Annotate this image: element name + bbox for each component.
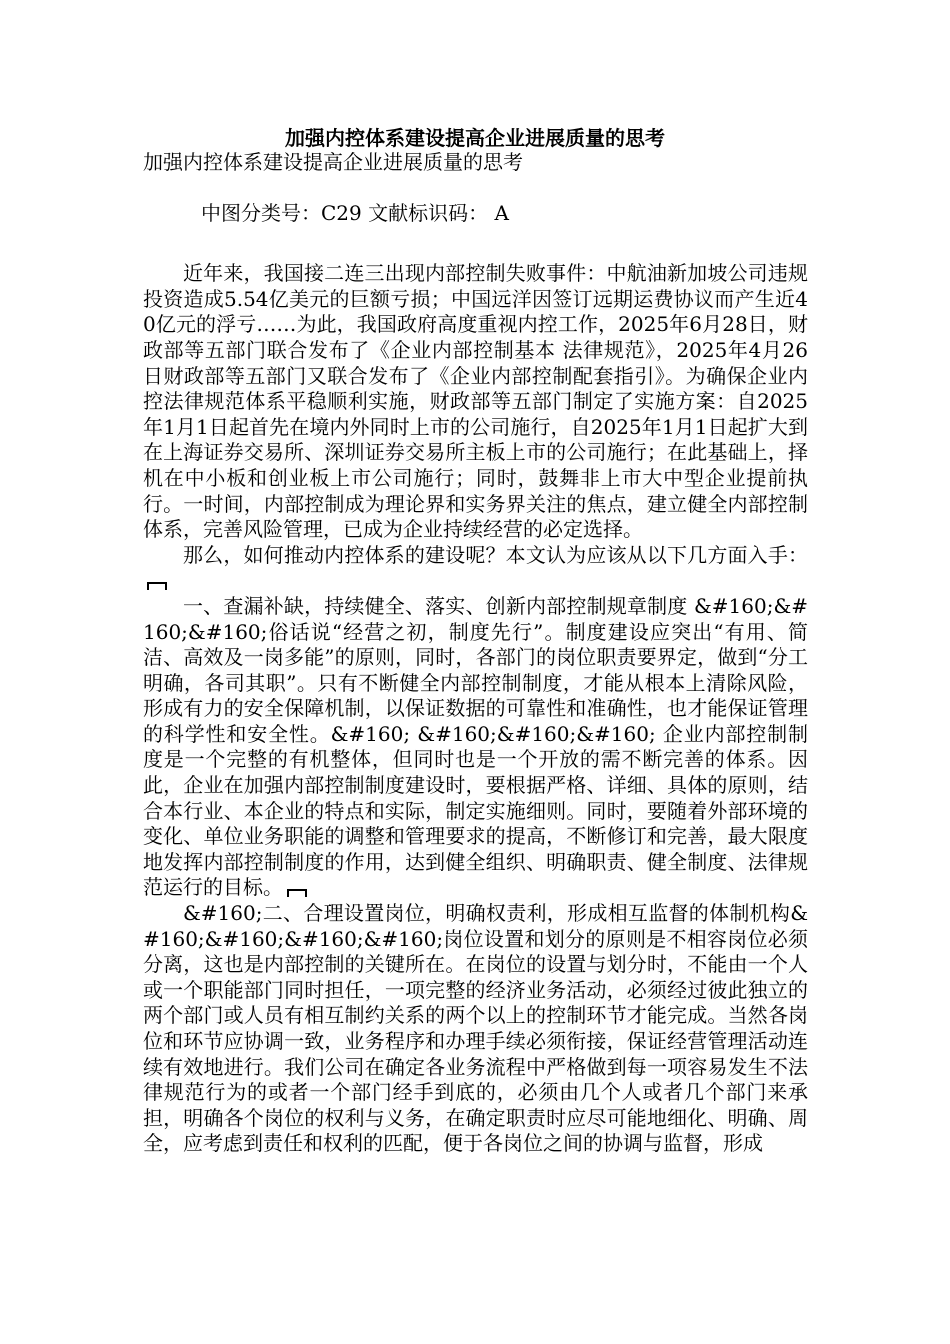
- paragraph-text: &#160;二、合理设置岗位，明确权责利，形成相互监督的体制机构&#160;&#160;&#160;&#160;岗位设置和划分的原则是不相容岗位必须分离，这也是内部控制的关键所在。在岗位的设置与划分时，不能由一个人或一个职能部门同时担任，一项完整的经济业务活动，必须经过彼此独立的两个部门或人员有相互制约关系的两个以上的控制环节才能完成。当然各岗位和环节应协调一致，业务程序和办理手续必须衔接，保证经营管理活动连续有效地进行。我们公司在确定各业务流程中严格做到每一项容易发生不法律规范行为的或者一个部门经手到底的，必须由几个人或者几个部门来承担，明确各个岗位的权利与义务，在确定职责时应尽可能地细化、明确、周全，应考虑到责任和权利的匹配，便于各岗位之间的协调与监督，形成: [143, 901, 808, 1156]
- paragraph-section-two: [143, 901, 808, 1157]
- document-title: 加强内控体系建设提高企业进展质量的思考: [285, 126, 665, 150]
- document-subtitle: 加强内控体系建设提高企业进展质量的思考: [143, 150, 523, 174]
- paragraph-return-mark-icon: [147, 582, 167, 590]
- paragraph-section-one: [143, 594, 808, 901]
- paragraph-return-mark-icon: [287, 889, 307, 897]
- paragraph-text: 那么，如何推动内控体系的建设呢？本文认为应该从以下几方面入手：: [183, 542, 808, 567]
- paragraph-text: 一、查漏补缺，持续健全、落实、创新内部控制规章制度 &#160;&#160;&#160;俗话说“经营之初，制度先行”。制度建设应突出“有用、简洁、高效及一岗多能”的原则，同时，各部门的岗位职责要界定，做到“分工明确，各司其职”。只有不断健全内部控制制度，才能从根本上清除风险，形成有力的安全保障机制，以保证数据的可靠性和准确性，也才能保证管理的科学性和安全性。&#160; &#160;&#160;&#160; 企业内部控制制度是一个完整的有机整体，但同时也是一个开放的需不断完善的体系。因此，企业在加强内部控制制度建设时，要根据严格、详细、具体的原则，结合本行业、本企业的特点和实际，制定实施细则。同时，要随着外部环境的变化、单位业务职能的调整和管理要求的提高，不断修订和完善，最大限度地发挥内部控制制度的作用，达到健全组织、明确职责、健全制度、法律规范运行的目标。: [143, 593, 808, 900]
- document-body: [143, 150, 808, 1157]
- classification-line: 中图分类号：C29 文献标识码： A: [201, 200, 509, 225]
- paragraph-intro: [143, 261, 808, 543]
- paragraph-text: 近年来，我国接二连三出现内部控制失败事件：中航油新加坡公司违规投资造成5.54亿美元的巨额亏损；中国远洋因签订远期运费协议而产生近40亿元的浮亏……为此，我国政府高度重视内控工作，2025年6月28日，财政部等五部门联合发布了《企业内部控制基本 法律规范》，2025年4月26日财政部等五部门又联合发布了《企业内部控制配套指引》。为确保企业内控法律规范体系平稳顺利实施，财政部等五部门制定了实施方案：自2025年1月1日起首先在境内外同时上市的公司施行，自2025年1月1日起扩大到在上海证券交易所、深圳证券交易所主板上市的公司施行；在此基础上，择机在中小板和创业板上市公司施行；同时，鼓舞非上市大中型企业提前执行。一时间，内部控制成为理论界和实务界关注的焦点，建立健全内部控制体系，完善风险管理，已成为企业持续经营的必定选择。: [143, 261, 808, 542]
- paragraph-question: [143, 543, 808, 594]
